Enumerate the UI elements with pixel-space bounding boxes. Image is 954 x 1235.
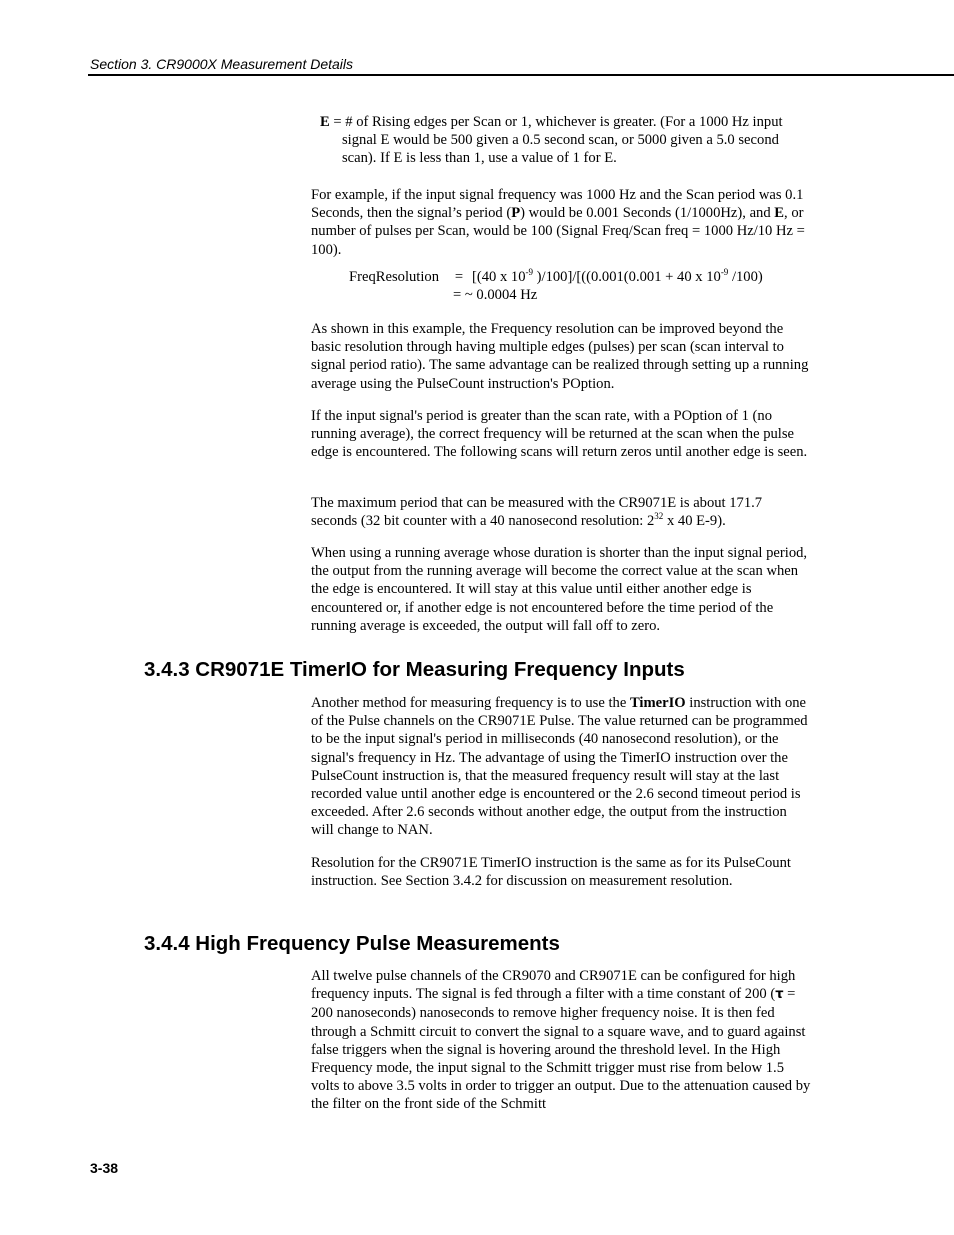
section-heading-3-4-3: 3.4.3 CR9071E TimerIO for Measuring Frequency Inputs (144, 658, 685, 681)
section-title: Section 3. CR9000X Measurement Details (90, 56, 354, 72)
example-paragraph: For example, if the input signal frequency was 1000 Hz and the Scan period was 0.1 Seconds, then the signal’s period (P) would be 0.001 Seconds (1/1000Hz), and E, or number of pulses per Scan, would be 100 (Signal Freq/Scan freq = 1000 Hz/10 Hz = 100). (311, 187, 805, 258)
tau-symbol: τ (775, 987, 784, 1003)
definition-text: = # of Rising edges per Scan or 1, whichever is greater. (For a 1000 Hz input signal E would be 500 given a 0.5 second scan, or 5000 given a 5.0 second scan). If E is less than 1, use a value of 1 for E. (329, 114, 783, 167)
definition-e (320, 113, 812, 168)
freq-resolution-equation (349, 268, 763, 304)
period-paragraph: If the input signal's period is greater than the scan rate, with a POption of 1 (no running average), the correct frequency will be returned at the scan when the pulse edge is encountered. The following scans will return zeros until another edge is seen. (311, 408, 808, 461)
high-frequency-paragraph: All twelve pulse channels of the CR9070 and CR9071E can be configured for high frequency inputs. The signal is fed through a filter with a time constant of 200 (τ = 200 nanoseconds) nanoseconds to remove higher frequency noise. It is then fed through a Schmitt circuit to convert the signal to a square wave, and to guard against false triggers when the signal is hovering around the threshold level. In the High Frequency mode, the input signal to the Schmitt trigger must rise from below 1.5 volts to above 3.5 volts in order to trigger an output. Due to the attenuation caused by the filter on the front side of the Schmitt (311, 968, 811, 1113)
section-heading-3-4-4: 3.4.4 High Frequency Pulse Measurements (144, 932, 560, 955)
max-period-paragraph: The maximum period that can be measured with the CR9071E is about 171.7 seconds (32 bit counter with a 40 nanosecond resolution: $2^{32}$ x 40 E-9). (311, 495, 763, 530)
running-average-paragraph: When using a running average whose duration is shorter than the input signal period, the output from the running average will become the correct value at the scan when the edge is encountered. It will stay at this value until either another edge is encountered or, if another edge is not encountered before the time period of the running average is exceeded, the output will fall off to zero. (311, 545, 808, 634)
equation-label: FreqResolution (349, 269, 439, 285)
period-symbol: P (511, 205, 521, 222)
header-divider (88, 74, 954, 76)
edges-symbol: E (774, 205, 785, 222)
equation-expression: [(40 x $10^{-9}$ )/100]/[((0.001(0.001 + 40 x $10^{-9}$ /100) (472, 267, 763, 285)
timerio-keyword: TimerIO (629, 695, 686, 711)
equation-equals: = (454, 269, 464, 285)
page-number: 3-38 (90, 1160, 119, 1176)
equation-result: = ~ 0.0004 Hz (453, 287, 538, 304)
timerio-paragraph: Another method for measuring frequency is to use the TimerIO instruction with one of the Pulse channels on the CR9071E Pulse. The value returned can be programmed to be the input signal's period in milliseconds (40 nanosecond resolution), or the signal's frequency in Hz. The advantage of using the TimerIO instruction over the PulseCount instruction is, that the measured frequency result will stay at the last recorded value until another edge is encountered or the 2.6 second timeout period is exceeded. After 2.6 seconds without another edge, the output from the instruction will change to NAN. (311, 695, 808, 839)
timerio-resolution-paragraph: Resolution for the CR9071E TimerIO instruction is the same as for its PulseCount instruction. See Section 3.4.2 for discussion on measurement resolution. (311, 855, 791, 890)
definition-symbol: E (320, 114, 330, 130)
resolution-paragraph: As shown in this example, the Frequency resolution can be improved beyond the basic resolution through having multiple edges (pulses) per scan (scan interval to signal period ratio). The same advantage can be realized through setting up a running average using the PulseCount instruction's POption. (311, 321, 809, 392)
